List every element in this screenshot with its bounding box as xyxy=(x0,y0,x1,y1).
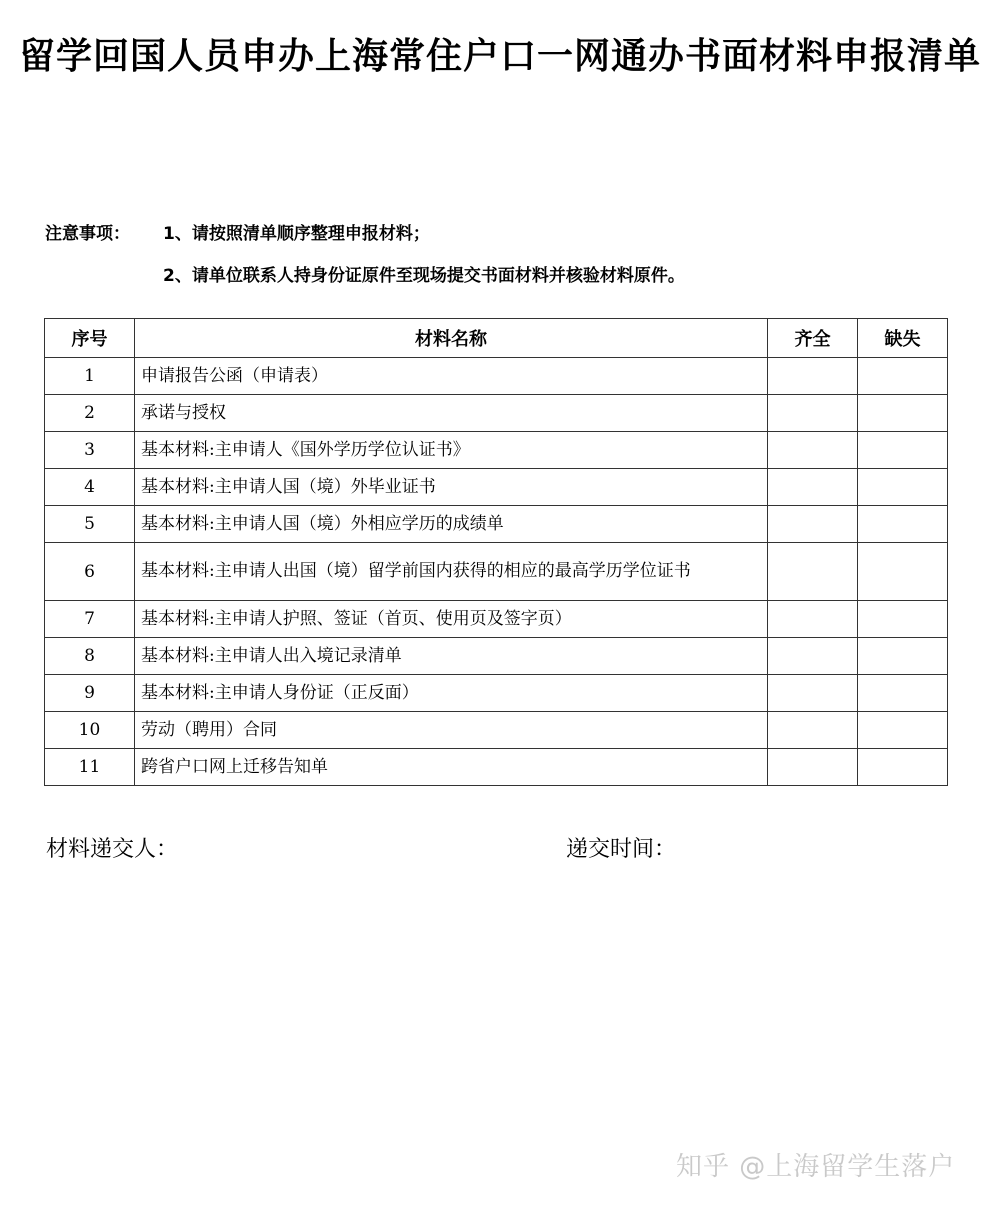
row-name: 基本材料:主申请人出国（境）留学前国内获得的相应的最高学历学位证书 xyxy=(135,543,768,601)
zhihu-watermark: 知乎 @上海留学生落户 xyxy=(676,1152,956,1182)
row-name: 基本材料:主申请人《国外学历学位认证书》 xyxy=(135,432,768,469)
table-row xyxy=(45,506,948,543)
row-name: 基本材料:主申请人身份证（正反面） xyxy=(135,675,768,712)
row-seq: 5 xyxy=(45,506,135,543)
row-seq: 2 xyxy=(45,395,135,432)
row-missing-cell[interactable] xyxy=(858,749,948,786)
row-missing-cell[interactable] xyxy=(858,469,948,506)
row-seq: 6 xyxy=(45,543,135,601)
row-missing-cell[interactable] xyxy=(858,543,948,601)
row-complete-cell[interactable] xyxy=(768,712,858,749)
table-row xyxy=(45,395,948,432)
row-missing-cell[interactable] xyxy=(858,432,948,469)
row-name: 基本材料:主申请人护照、签证（首页、使用页及签字页） xyxy=(135,601,768,638)
row-seq: 8 xyxy=(45,638,135,675)
row-seq: 10 xyxy=(45,712,135,749)
row-name: 基本材料:主申请人国（境）外毕业证书 xyxy=(135,469,768,506)
note-item-2: 2、请单位联系人持身份证原件至现场提交书面材料并核验材料原件。 xyxy=(163,266,685,286)
row-seq: 4 xyxy=(45,469,135,506)
row-missing-cell[interactable] xyxy=(858,395,948,432)
row-complete-cell[interactable] xyxy=(768,395,858,432)
submit-time-label: 递交时间： xyxy=(566,837,677,862)
table-row xyxy=(45,432,948,469)
row-missing-cell[interactable] xyxy=(858,506,948,543)
row-complete-cell[interactable] xyxy=(768,638,858,675)
row-complete-cell[interactable] xyxy=(768,543,858,601)
row-complete-cell[interactable] xyxy=(768,432,858,469)
table-row xyxy=(45,749,948,786)
row-complete-cell[interactable] xyxy=(768,675,858,712)
document-title: 留学回国人员申办上海常住户口一网通办书面材料申报清单 xyxy=(18,36,981,77)
table-row xyxy=(45,675,948,712)
row-complete-cell[interactable] xyxy=(768,506,858,543)
note-row-2 xyxy=(45,264,685,288)
row-missing-cell[interactable] xyxy=(858,712,948,749)
header-missing: 缺失 xyxy=(858,319,948,358)
note-item-1: 1、请按照清单顺序整理申报材料； xyxy=(163,224,430,244)
row-complete-cell[interactable] xyxy=(768,749,858,786)
table-row xyxy=(45,712,948,749)
row-complete-cell[interactable] xyxy=(768,601,858,638)
table-row xyxy=(45,469,948,506)
row-name: 跨省户口网上迁移告知单 xyxy=(135,749,768,786)
row-missing-cell[interactable] xyxy=(858,638,948,675)
row-complete-cell[interactable] xyxy=(768,358,858,395)
notes-section xyxy=(45,222,685,306)
header-name: 材料名称 xyxy=(135,319,768,358)
row-seq: 3 xyxy=(45,432,135,469)
row-seq: 1 xyxy=(45,358,135,395)
row-name: 申请报告公函（申请表） xyxy=(135,358,768,395)
row-name: 基本材料:主申请人国（境）外相应学历的成绩单 xyxy=(135,506,768,543)
row-complete-cell[interactable] xyxy=(768,469,858,506)
row-missing-cell[interactable] xyxy=(858,358,948,395)
row-name: 基本材料:主申请人出入境记录清单 xyxy=(135,638,768,675)
row-missing-cell[interactable] xyxy=(858,601,948,638)
table-header-row xyxy=(45,319,948,358)
row-seq: 9 xyxy=(45,675,135,712)
row-seq: 7 xyxy=(45,601,135,638)
header-complete: 齐全 xyxy=(768,319,858,358)
notes-label: 注意事项： xyxy=(45,224,130,244)
materials-checklist-table xyxy=(44,318,948,786)
table-row xyxy=(45,601,948,638)
row-name: 劳动（聘用）合同 xyxy=(135,712,768,749)
submitter-label: 材料递交人： xyxy=(46,837,179,862)
note-row-1 xyxy=(45,222,685,246)
row-missing-cell[interactable] xyxy=(858,675,948,712)
header-seq: 序号 xyxy=(45,319,135,358)
row-name: 承诺与授权 xyxy=(135,395,768,432)
table-row xyxy=(45,358,948,395)
row-seq: 11 xyxy=(45,749,135,786)
table-row xyxy=(45,638,948,675)
table-row xyxy=(45,543,948,601)
